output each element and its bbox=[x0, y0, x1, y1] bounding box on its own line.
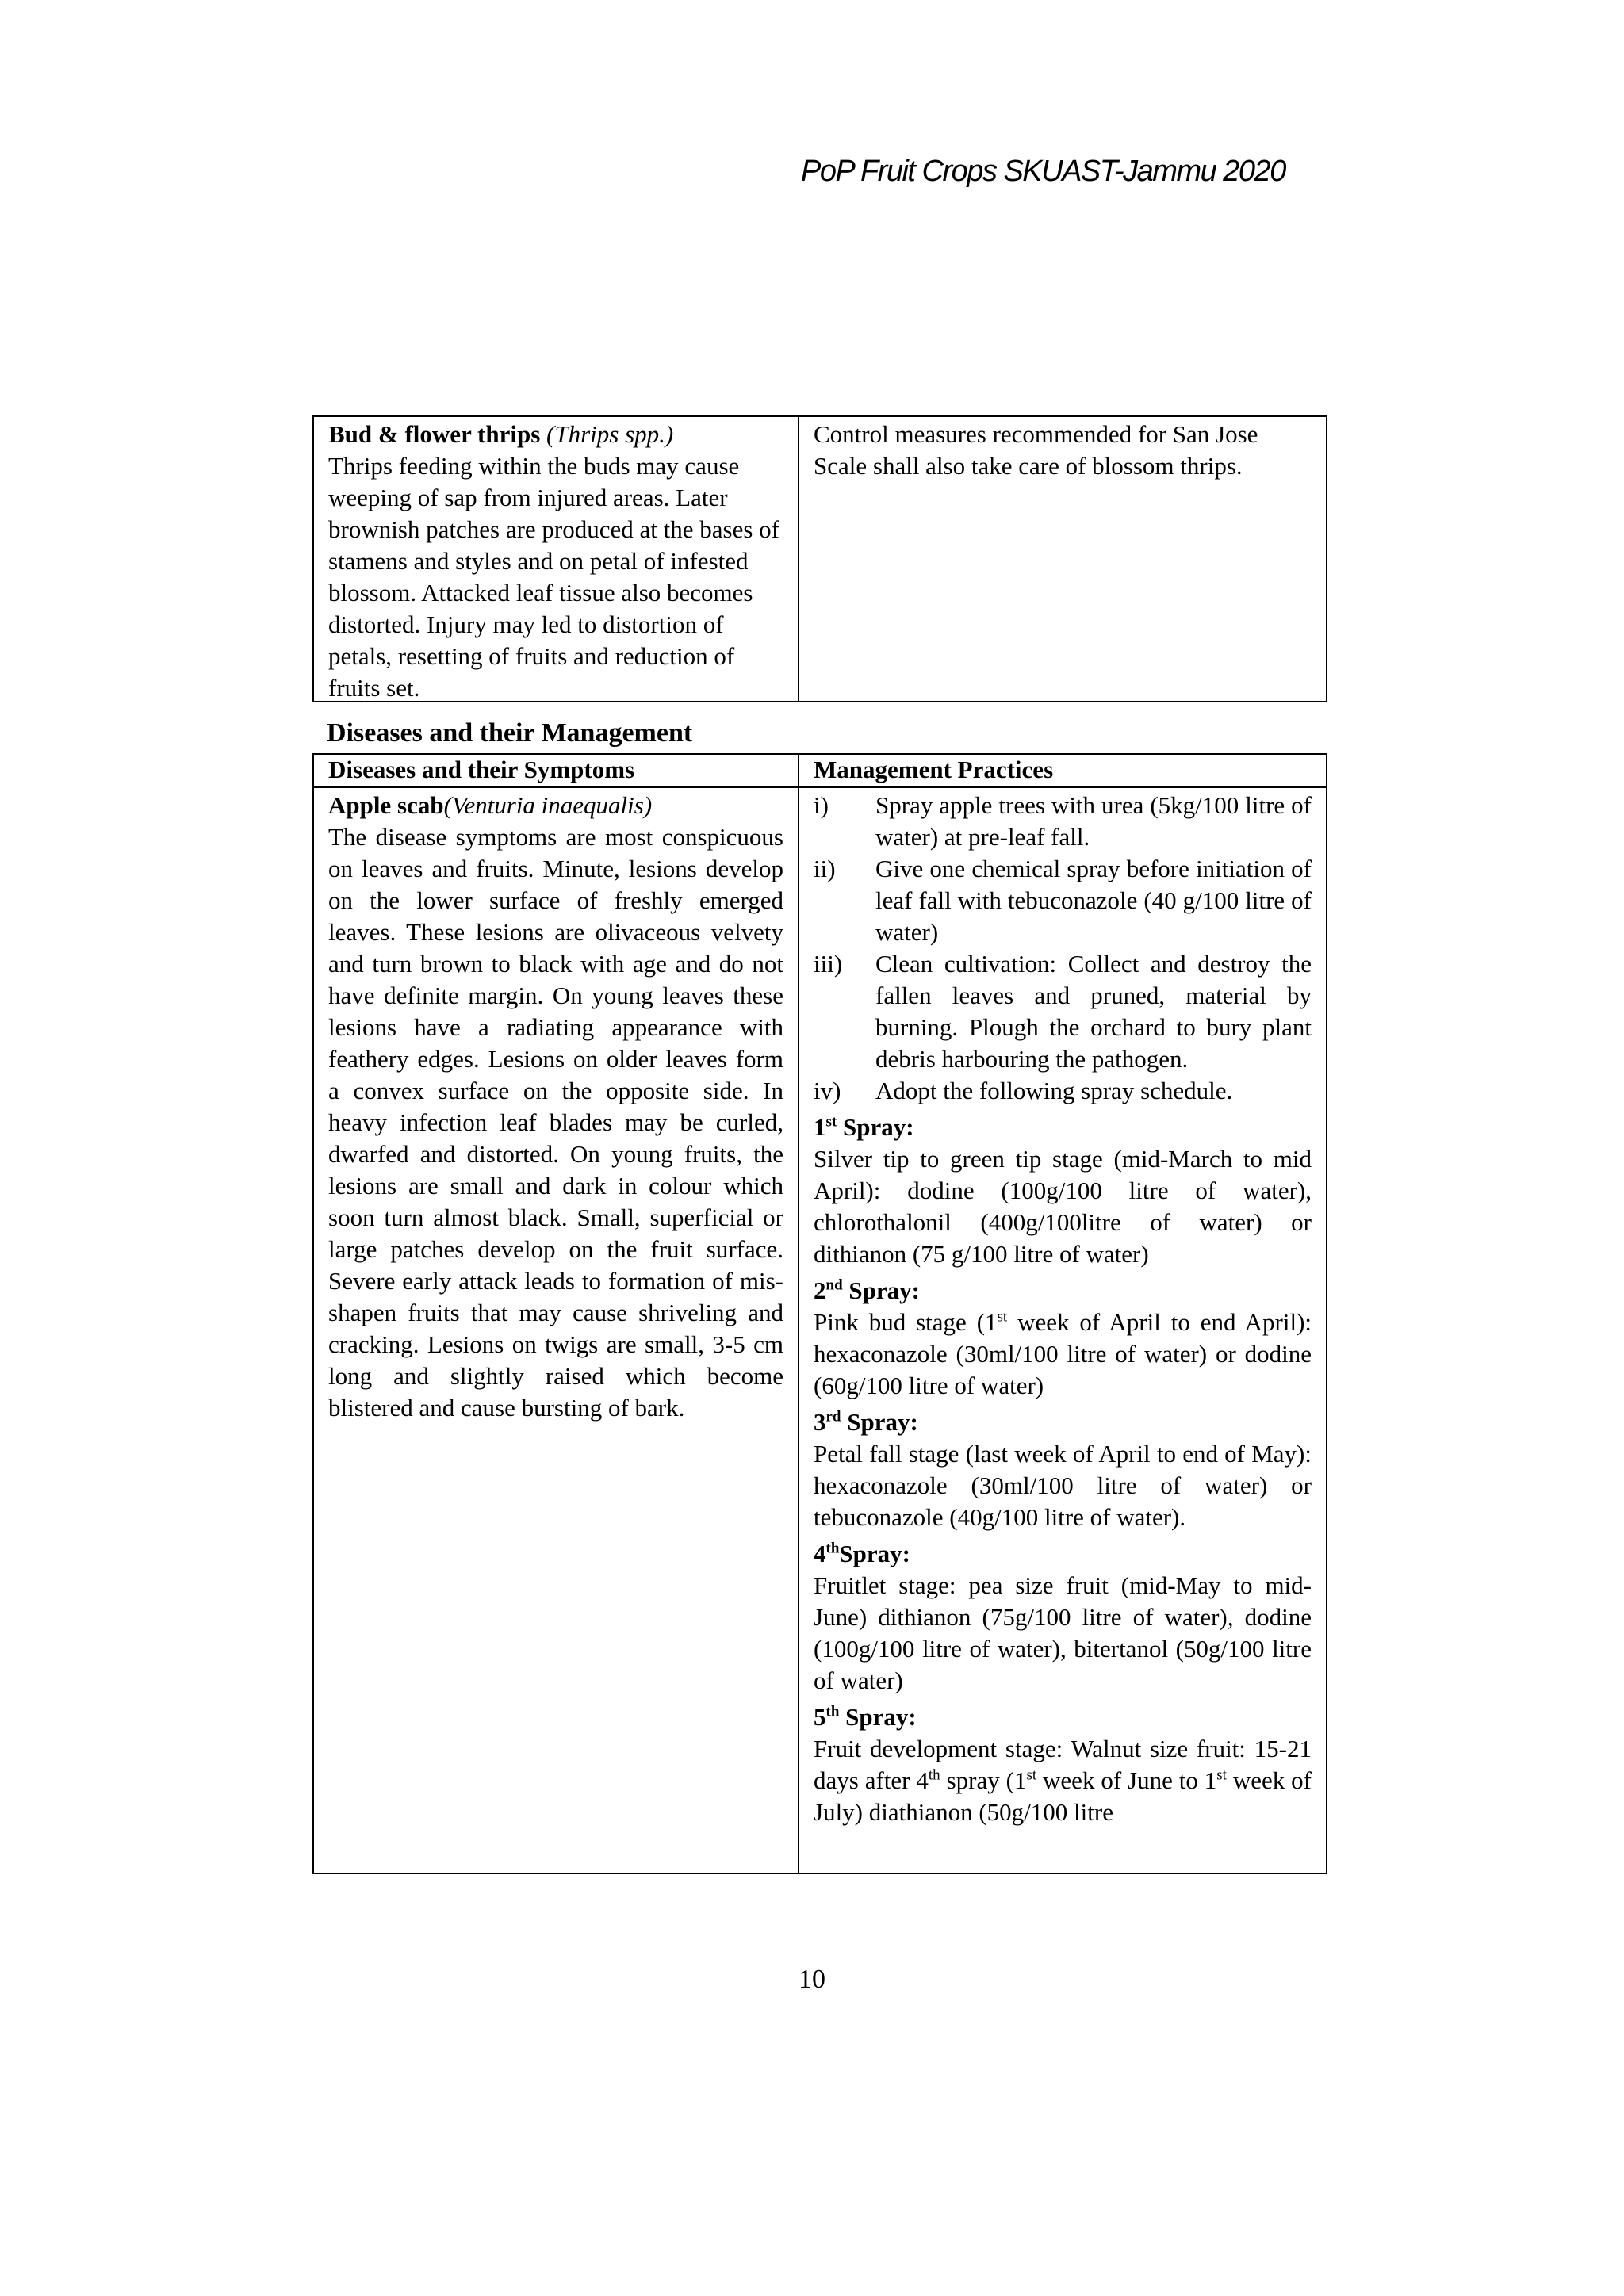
list-item-text: Adopt the following spray schedule. bbox=[875, 1077, 1233, 1104]
apple-scab-symptoms: The disease symptoms are most conspicuous on leaves and fruits. Minute, lesions develop on the lower surface of freshly emerged leaves. These lesions are olivaceous velvety and turn brown to black with age and do not have definite margin. On young leaves these lesions have a radiating appearance with feathery edges. Lesions on older leaves form a convex surface on the opposite side. In heavy infection leaf blades may be curled, dwarfed and distorted. On young fruits, the lesions are small and dark in colour which soon turn almost black. Small, superficial or large patches develop on the fruit surface. Severe early attack leads to formation of mis-shapen fruits that may cause shriveling and cracking. Lesions on twigs are small, 3-5 cm long and slightly raised which become blistered and cause bursting of bark. bbox=[328, 823, 783, 1422]
list-item-number: iii) bbox=[814, 950, 843, 978]
thrips-control-text: Control measures recommended for San Jose Scale shall also take care of blossom thrips. bbox=[814, 420, 1258, 480]
list-item-number: ii) bbox=[814, 855, 836, 882]
list-item-text: Clean cultivation: Collect and destroy the fallen leaves and pruned, material by burning. Plough the orchard to bury plant debris harbouring the pathogen. bbox=[875, 950, 1312, 1073]
spray-2-text: Pink bud stage (1st week of April to end April): hexaconazole (30ml/100 litre of water) or dodine (60g/100 litre of water) bbox=[814, 1308, 1312, 1399]
spray-3-heading: 3rd Spray: bbox=[814, 1408, 918, 1436]
list-item bbox=[814, 948, 1312, 1075]
spray-5-heading: 5th Spray: bbox=[814, 1703, 917, 1731]
section-title: Diseases and their Management bbox=[327, 718, 693, 748]
thrips-table bbox=[312, 415, 1327, 702]
spray-1-text: Silver tip to green tip stage (mid-March to mid April): dodine (100g/100 litre of water), chlorothalonil (400g/100litre of water) or dithianon (75 g/100 litre of water) bbox=[814, 1145, 1312, 1268]
page-number: 10 bbox=[799, 1965, 825, 1994]
list-item bbox=[814, 853, 1312, 948]
apple-scab-title bbox=[328, 790, 783, 821]
spray-2-heading: 2nd Spray: bbox=[814, 1276, 920, 1304]
list-item-text: Give one chemical spray before initiation of leaf fall with tebuconazole (40 g/100 litre of water) bbox=[875, 855, 1312, 946]
spray-4-heading: 4thSpray: bbox=[814, 1540, 910, 1567]
list-item-number: i) bbox=[814, 791, 829, 819]
thrips-title-species: (Thrips spp.) bbox=[546, 420, 674, 448]
thrips-description: Thrips feeding within the buds may cause weeping of sap from injured areas. Later brownish patches are produced at the bases of stamens and styles and on petal of infested blossom. Attacked leaf tissue also becomes distorted. Injury may led to distortion of petals, resetting of fruits and reduction of fruits set. bbox=[328, 452, 779, 702]
management-cell bbox=[799, 788, 1326, 1873]
apple-scab-cell bbox=[314, 788, 798, 1873]
apple-scab-species: (Venturia inaequalis) bbox=[443, 791, 653, 819]
spray-4-text: Fruitlet stage: pea size fruit (mid-May to mid-June) dithianon (75g/100 litre of water), dodine (100g/100 litre of water), bitertanol (50g/100 litre of water) bbox=[814, 1571, 1312, 1694]
spray-3-text: Petal fall stage (last week of April to end of May): hexaconazole (30ml/100 litre of water) or tebuconazole (40g/100 litre of water). bbox=[814, 1440, 1312, 1531]
col-right-header: Management Practices bbox=[814, 756, 1054, 783]
list-item-text: Spray apple trees with urea (5kg/100 litre of water) at pre-leaf fall. bbox=[875, 791, 1312, 851]
thrips-control-cell bbox=[799, 417, 1326, 701]
management-list bbox=[814, 790, 1312, 1107]
spray-5-text: Fruit development stage: Walnut size fruit: 15-21 days after 4th spray (1st week of June to 1st week of July) diathianon (50g/100 litre bbox=[814, 1735, 1312, 1826]
apple-scab-name: Apple scab bbox=[328, 791, 444, 819]
list-item-number: iv) bbox=[814, 1077, 841, 1104]
col-left-header: Diseases and their Symptoms bbox=[328, 756, 635, 783]
list-item bbox=[814, 1075, 1312, 1107]
thrips-symptoms-cell bbox=[314, 417, 798, 701]
thrips-title-name: Bud & flower thrips bbox=[328, 420, 541, 448]
diseases-table bbox=[312, 753, 1327, 1874]
list-item bbox=[814, 790, 1312, 853]
running-header: PoP Fruit Crops SKUAST-Jammu 2020 bbox=[801, 155, 1285, 188]
spray-1-heading: 1st Spray: bbox=[814, 1113, 914, 1141]
thrips-title bbox=[328, 419, 783, 450]
